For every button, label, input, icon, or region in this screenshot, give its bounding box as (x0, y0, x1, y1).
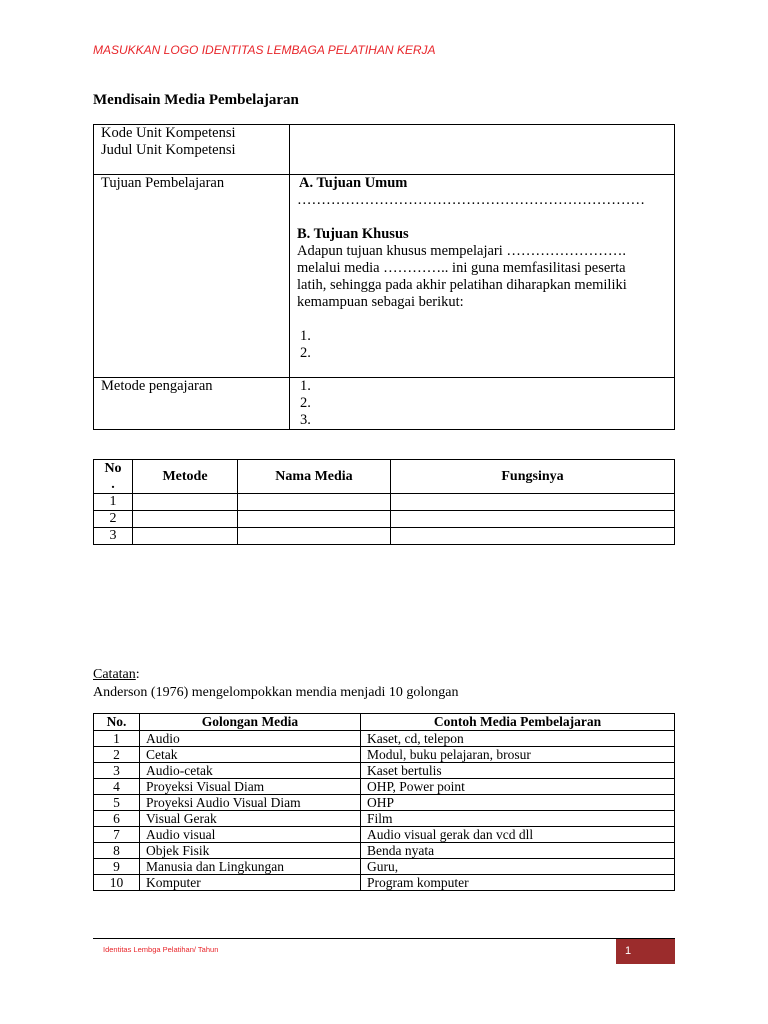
notes (93, 666, 458, 702)
header-fungsinya: Fungsinya (391, 460, 675, 494)
nama-media-cell[interactable] (238, 528, 391, 545)
row-number: 3 (94, 528, 133, 545)
media-table (93, 459, 675, 545)
table-row (94, 779, 675, 795)
table-row (94, 763, 675, 779)
table-row (94, 811, 675, 827)
media-table-header (94, 460, 675, 494)
row-number: 2 (94, 511, 133, 528)
header-contoh-media: Contoh Media Pembelajaran (361, 714, 675, 731)
row-number: 10 (94, 875, 140, 891)
contoh-cell: Modul, buku pelajaran, brosur (361, 747, 675, 763)
row-number: 1 (94, 731, 140, 747)
metode-item: 2. (300, 395, 311, 411)
header-nama-media: Nama Media (238, 460, 391, 494)
golongan-cell: Audio-cetak (140, 763, 361, 779)
golongan-cell: Visual Gerak (140, 811, 361, 827)
contoh-cell: Kaset, cd, telepon (361, 731, 675, 747)
table-row (94, 843, 675, 859)
tujuan-content[interactable] (290, 175, 675, 378)
kode-judul-value[interactable] (290, 125, 675, 175)
tujuan-umum-dots: ……………………………………………………………… (297, 192, 645, 208)
metode-cell[interactable] (133, 511, 238, 528)
footer-divider (93, 938, 675, 939)
metode-item: 1. (300, 378, 311, 394)
tujuan-khusus-line: melalui media ………….. ini guna memfasilitasi peserta (297, 260, 626, 276)
golongan-cell: Objek Fisik (140, 843, 361, 859)
golongan-cell: Cetak (140, 747, 361, 763)
header-note: MASUKKAN LOGO IDENTITAS LEMBAGA PELATIHAN KERJA (93, 43, 436, 57)
fungsinya-cell[interactable] (391, 511, 675, 528)
row-number: 7 (94, 827, 140, 843)
table-row (94, 795, 675, 811)
judul-unit-label: Judul Unit Kompetensi (101, 142, 236, 158)
row-number: 4 (94, 779, 140, 795)
page-number: 1 (616, 939, 675, 964)
table-row (94, 528, 675, 545)
tujuan-khusus-line: latih, sehingga pada akhir pelatihan diharapkan memiliki (297, 277, 627, 293)
golongan-cell: Proyeksi Audio Visual Diam (140, 795, 361, 811)
tujuan-umum-heading: A. Tujuan Umum (299, 175, 408, 191)
kode-judul-labels (94, 125, 290, 175)
golongan-cell: Manusia dan Lingkungan (140, 859, 361, 875)
header-no: No . (94, 460, 133, 494)
table-row (94, 859, 675, 875)
contoh-cell: Film (361, 811, 675, 827)
metode-item: 3. (300, 412, 311, 428)
contoh-cell: Program komputer (361, 875, 675, 891)
golongan-cell: Komputer (140, 875, 361, 891)
table-row (94, 494, 675, 511)
table-row (94, 747, 675, 763)
golongan-cell: Audio visual (140, 827, 361, 843)
header-golongan-media: Golongan Media (140, 714, 361, 731)
row-tujuan (94, 175, 675, 378)
fungsinya-cell[interactable] (391, 528, 675, 545)
contoh-cell: OHP (361, 795, 675, 811)
tujuan-item: 2. (300, 345, 311, 361)
tujuan-item: 1. (300, 328, 311, 344)
row-number: 5 (94, 795, 140, 811)
metode-cell[interactable] (133, 494, 238, 511)
contoh-cell: Benda nyata (361, 843, 675, 859)
header-no: No. (94, 714, 140, 731)
row-number: 9 (94, 859, 140, 875)
row-metode (94, 378, 675, 430)
catatan-line (93, 666, 458, 684)
tujuan-khusus-line: kemampuan sebagai berikut: (297, 294, 464, 310)
tujuan-khusus-heading: B. Tujuan Khusus (297, 226, 409, 242)
metode-content[interactable] (290, 378, 675, 430)
nama-media-cell[interactable] (238, 494, 391, 511)
golongan-media-table (93, 713, 675, 891)
tujuan-label: Tujuan Pembelajaran (94, 175, 290, 378)
tujuan-khusus-line: Adapun tujuan khusus mempelajari ……………………. (297, 243, 627, 259)
row-kode-judul (94, 125, 675, 175)
table-row (94, 875, 675, 891)
row-number: 3 (94, 763, 140, 779)
document-title: Mendisain Media Pembelajaran (93, 92, 299, 108)
contoh-cell: Guru, (361, 859, 675, 875)
catatan-colon: : (135, 667, 140, 682)
kode-unit-label: Kode Unit Kompetensi (101, 125, 236, 141)
contoh-cell: Audio visual gerak dan vcd dll (361, 827, 675, 843)
contoh-cell: Kaset bertulis (361, 763, 675, 779)
contoh-cell: OHP, Power point (361, 779, 675, 795)
unit-form-table (93, 124, 675, 430)
row-number: 6 (94, 811, 140, 827)
golongan-cell: Audio (140, 731, 361, 747)
row-number: 8 (94, 843, 140, 859)
golongan-table-header (94, 714, 675, 731)
golongan-table-body (94, 731, 675, 891)
table-row (94, 511, 675, 528)
table-row (94, 731, 675, 747)
row-number: 2 (94, 747, 140, 763)
metode-cell[interactable] (133, 528, 238, 545)
golongan-cell: Proyeksi Visual Diam (140, 779, 361, 795)
header-metode: Metode (133, 460, 238, 494)
fungsinya-cell[interactable] (391, 494, 675, 511)
metode-label: Metode pengajaran (94, 378, 290, 430)
table-row (94, 827, 675, 843)
catatan-text: Anderson (1976) mengelompokkan mendia menjadi 10 golongan (93, 685, 459, 700)
nama-media-cell[interactable] (238, 511, 391, 528)
row-number: 1 (94, 494, 133, 511)
footer-text: Identitas Lembga Pelatihan/ Tahun (103, 945, 219, 954)
catatan-label: Catatan (93, 667, 136, 682)
